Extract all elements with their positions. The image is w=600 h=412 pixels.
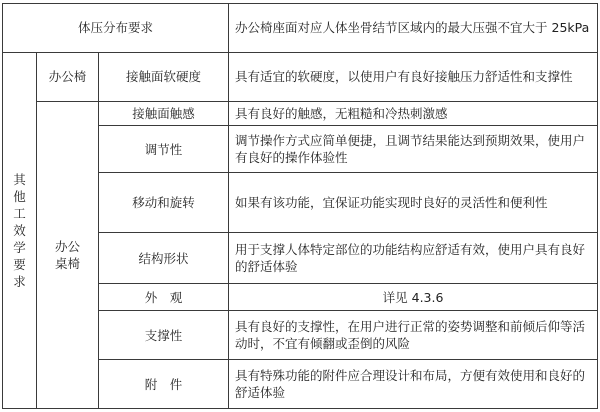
item-label: 接触面触感 <box>99 101 229 125</box>
office-chair-label: 办公椅 <box>37 52 99 101</box>
group-label-char: 学 <box>13 239 26 255</box>
pressure-label: 体压分布要求 <box>3 4 229 53</box>
group-label-char: 求 <box>13 273 26 289</box>
group-label-char: 要 <box>13 256 26 272</box>
office-desk-chair-label-line: 办公 <box>54 238 80 254</box>
item-text: 如果有该功能，宜保证功能实现时良好的灵活性和便利性 <box>229 173 598 233</box>
group-label-char: 他 <box>13 188 26 204</box>
item-text: 详见 4.3.6 <box>229 284 598 311</box>
table-row <box>3 101 598 125</box>
office-desk-chair-label-line: 桌椅 <box>54 255 80 271</box>
group-label-char: 效 <box>13 222 26 238</box>
item-label: 移动和旋转 <box>99 173 229 233</box>
item-label: 调节性 <box>99 126 229 173</box>
item-label: 结构形状 <box>99 233 229 284</box>
group-label-char: 工 <box>13 205 26 221</box>
item-label: 接触面软硬度 <box>99 52 229 101</box>
item-text: 用于支撑人体特定部位的功能结构应舒适有效，使用户具有良好的舒适体验 <box>229 233 598 284</box>
ergonomics-requirements-table <box>2 3 598 409</box>
item-text: 具有良好的支撑性，在用户进行正常的姿势调整和前倾后仰等活动时，不宜有倾翻或歪倒的风险 <box>229 311 598 360</box>
table-row <box>3 52 598 101</box>
item-text: 具有特殊功能的附件应合理设计和布局，方便有效使用和良好的舒适体验 <box>229 360 598 409</box>
item-label: 支撑性 <box>99 311 229 360</box>
office-desk-chair-label <box>37 101 99 408</box>
item-text: 具有适宜的软硬度，以使用户有良好接触压力舒适性和支撑性 <box>229 52 598 101</box>
table-row <box>3 4 598 53</box>
other-ergonomics-group-label <box>3 52 37 408</box>
pressure-text: 办公椅座面对应人体坐骨结节区域内的最大压强不宜大于 25kPa <box>229 4 598 53</box>
item-text: 调节操作方式应简单便捷，且调节结果能达到预期效果，使用户有良好的操作体验性 <box>229 126 598 173</box>
item-text: 具有良好的触感，无粗糙和冷热刺激感 <box>229 101 598 125</box>
group-label-char: 其 <box>13 171 26 187</box>
item-label: 附 件 <box>99 360 229 409</box>
item-label: 外 观 <box>99 284 229 311</box>
